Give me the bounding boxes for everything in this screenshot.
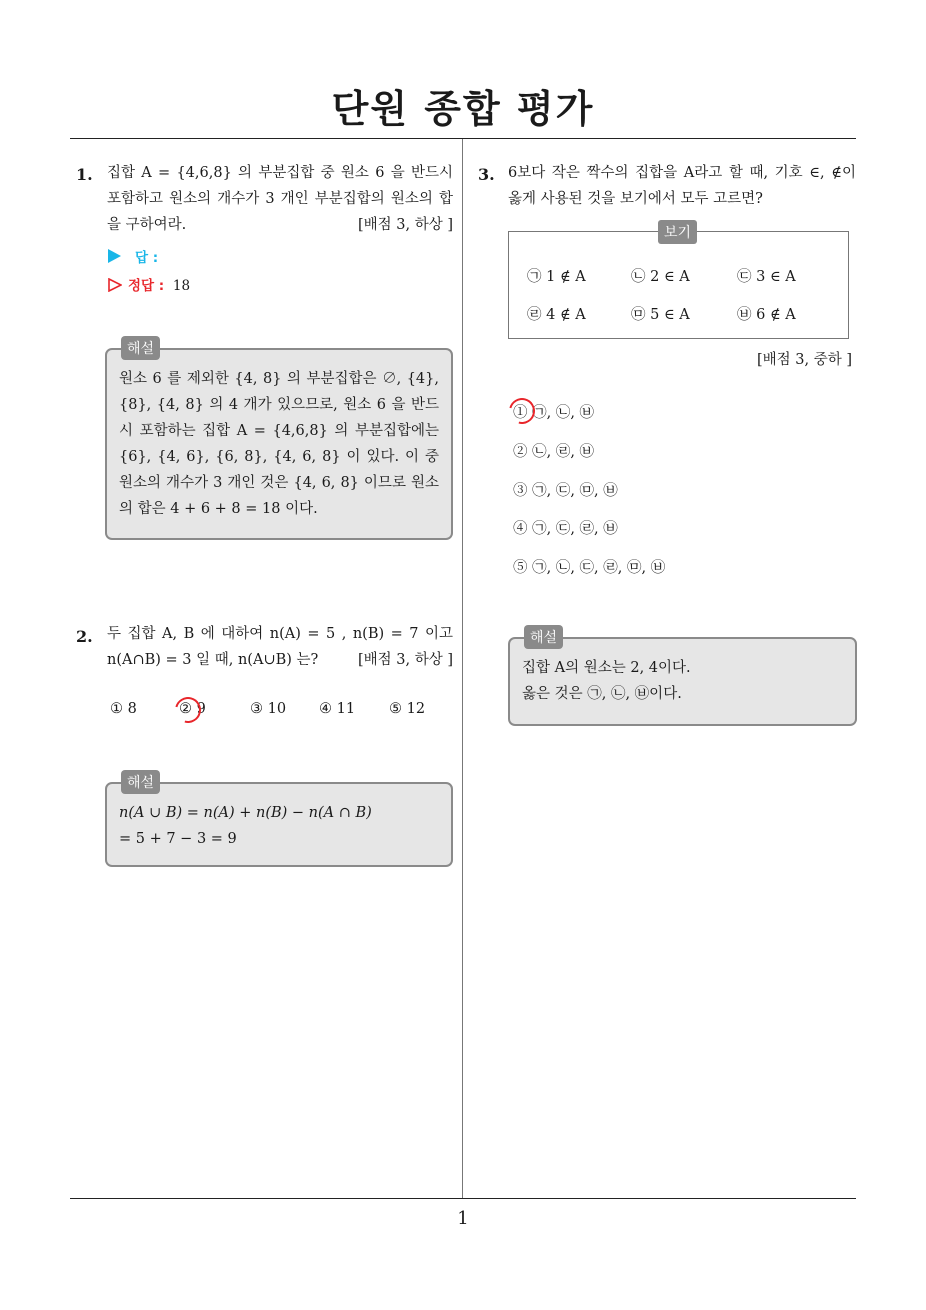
explanation-tag: 해설 <box>524 625 563 649</box>
explanation-box-3 <box>508 630 857 726</box>
bogi-item-2: ㉡ 2 ∈ A <box>631 269 690 285</box>
question-1-number: 1. <box>76 165 93 184</box>
explanation-line-1: 집합 A의 원소는 2, 4이다. <box>522 660 691 676</box>
question-1-text <box>107 160 453 238</box>
outline-triangle-icon <box>108 278 122 292</box>
answer-label: 답 : <box>135 250 159 266</box>
choice-4[interactable]: ④ 11 <box>319 701 356 717</box>
explanation-box-2 <box>105 775 453 867</box>
choice-5[interactable]: ⑤ 12 <box>389 701 426 717</box>
question-1-score: [배점 3, 하상 ] <box>357 217 453 233</box>
selected-mark <box>170 692 206 728</box>
question-2-number: 2. <box>76 627 93 646</box>
play-icon <box>108 249 121 263</box>
bogi-item-3: ㉢ 3 ∈ A <box>737 269 796 285</box>
explanation-box-1 <box>105 341 453 540</box>
question-3-text: 6보다 작은 짝수의 집합을 A라고 할 때, 기호 ∈, ∉이 옳게 사용된 것을 보기에서 모두 고르면? <box>508 165 856 207</box>
explanation-text: 원소 6 를 제외한 {4, 8} 의 부분집합은 ∅, {4}, {8}, {4, 8} 의 4 개가 있으므로, 원소 6 을 반드시 포함하는 집합 A = {4,6,8} 의 부분집합에는 {6}, {4, 6}, {6, 8}, {4, 6, 8} 이 있다. 이 중 원소의 개수가 3 개인 것은 {4, 6, 8} 이므로 원소의 합은 4 + 6 + 8 = 18 이다. <box>119 371 439 517</box>
selected-mark <box>504 393 540 429</box>
option-5[interactable]: ⑤ ㉠, ㉡, ㉢, ㉣, ㉤, ㉥ <box>513 560 666 576</box>
option-2[interactable]: ② ㉡, ㉣, ㉥ <box>513 444 595 460</box>
correct-label: 정답 : <box>128 278 165 294</box>
column-divider <box>462 139 463 1199</box>
option-3[interactable]: ③ ㉠, ㉢, ㉤, ㉥ <box>513 483 618 499</box>
explanation-text <box>107 784 451 862</box>
option-1[interactable]: ① ㉠, ㉡, ㉥ <box>513 405 595 421</box>
bogi-item-4: ㉣ 4 ∉ A <box>527 307 586 323</box>
question-3-number: 3. <box>478 165 495 184</box>
explanation-line-1: n(A ∪ B) = n(A) + n(B) − n(A ∩ B) <box>119 805 372 821</box>
page-title: 단원 종합 평가 <box>331 87 595 131</box>
option-4[interactable]: ④ ㉠, ㉢, ㉣, ㉥ <box>513 521 618 537</box>
bogi-box <box>508 225 849 339</box>
answer-line <box>108 246 158 266</box>
question-2-text <box>107 621 453 673</box>
bogi-item-6: ㉥ 6 ∉ A <box>737 307 796 323</box>
explanation-tag: 해설 <box>121 770 160 794</box>
choice-1[interactable]: ① 8 <box>110 701 137 717</box>
bottom-divider <box>70 1198 856 1199</box>
explanation-line-2: 옳은 것은 ㉠, ㉡, ㉥이다. <box>522 686 682 702</box>
choice-2[interactable]: ② 9 <box>179 701 206 717</box>
correct-answer-line <box>108 274 190 294</box>
bogi-item-5: ㉤ 5 ∈ A <box>631 307 690 323</box>
choice-3[interactable]: ③ 10 <box>250 701 287 717</box>
explanation-tag: 해설 <box>121 336 160 360</box>
top-divider <box>70 138 856 139</box>
explanation-text <box>510 639 855 717</box>
bogi-tag: 보기 <box>658 220 697 244</box>
question-2-score: [배점 3, 하상 ] <box>357 652 453 668</box>
correct-value: 18 <box>172 278 191 294</box>
explanation-line-2: = 5 + 7 − 3 = 9 <box>119 831 237 847</box>
question-1-body: 집합 A = {4,6,8} 의 부분집합 중 원소 6 을 반드시 포함하고 원소의 개수가 3 개인 부분집합의 원소의 합을 구하여라. <box>107 165 453 233</box>
page-number: 1 <box>457 1208 469 1229</box>
bogi-item-1: ㉠ 1 ∉ A <box>527 269 586 285</box>
question-3-score: [배점 3, 중하 ] <box>756 352 852 368</box>
question-2-body: 두 집합 A, B 에 대하여 n(A) = 5 , n(B) = 7 이고 n(A∩B) = 3 일 때, n(A∪B) 는? <box>107 626 453 668</box>
